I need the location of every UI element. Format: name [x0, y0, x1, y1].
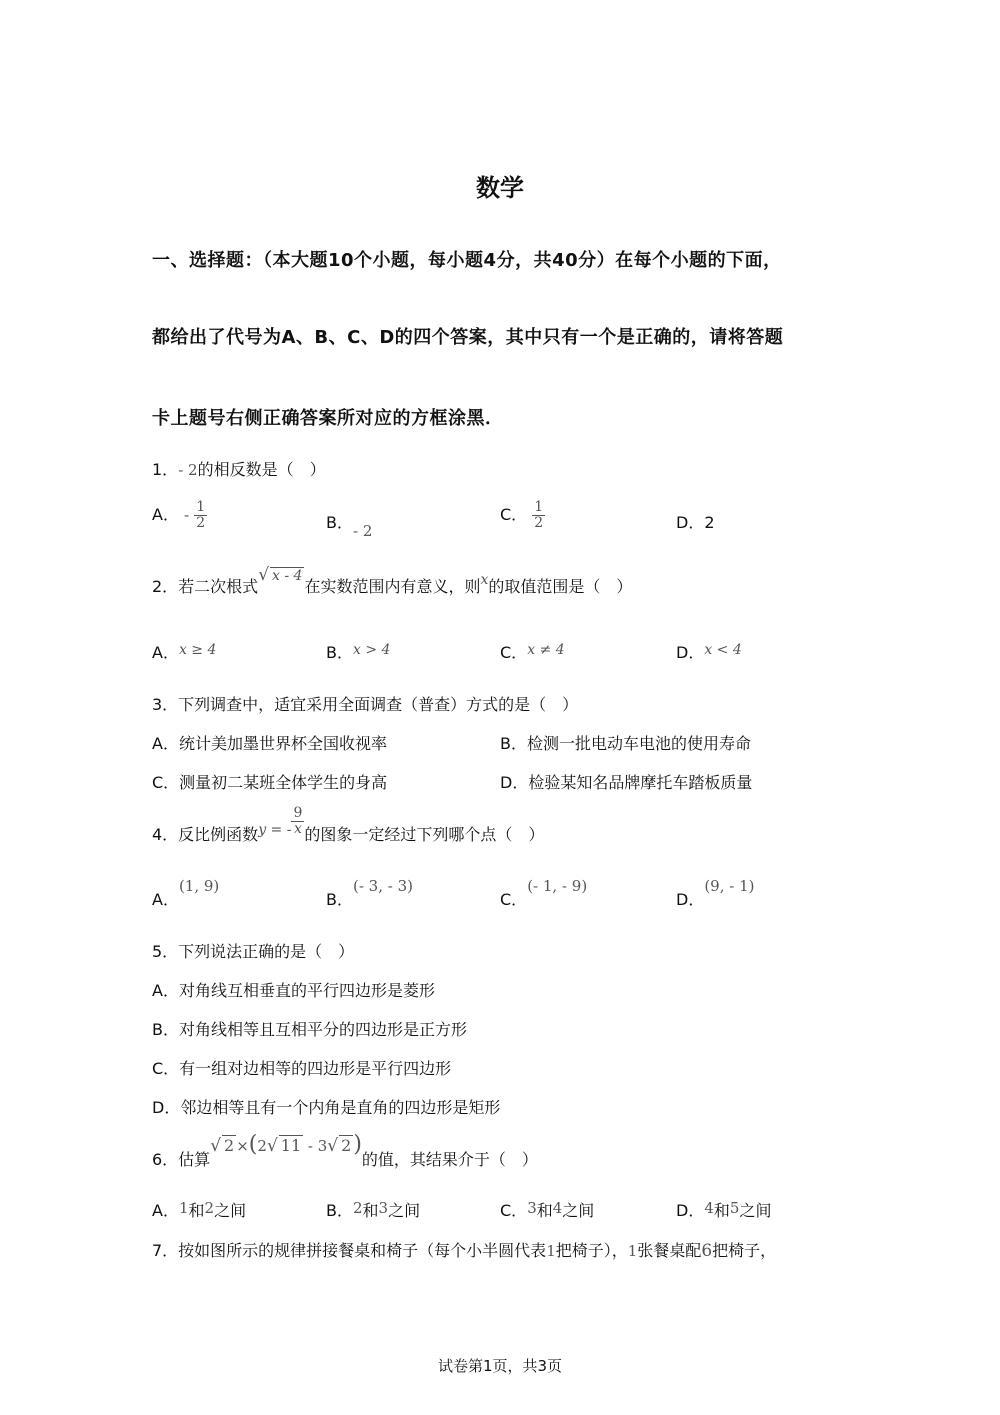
suffix: 之间 — [562, 1201, 595, 1220]
question-7-text: 张餐桌配 — [637, 1241, 702, 1260]
question-6-number: 6．估算 — [152, 1150, 211, 1169]
number: 3 — [527, 1199, 537, 1217]
question-2-option-b[interactable] — [326, 640, 390, 663]
question-4-text-end: 的图象一定经过下列哪个点（ ） — [304, 825, 545, 844]
question-4-option-a[interactable] — [152, 873, 220, 909]
suffix: 之间 — [388, 1201, 421, 1220]
option-label: A． — [152, 890, 179, 909]
question-6-stem — [152, 1132, 538, 1169]
question-5-option-a[interactable]: A．对角线互相垂直的平行四边形是菱形 — [152, 981, 435, 1000]
question-6-option-b[interactable] — [326, 1198, 420, 1221]
option-label: B． — [326, 513, 353, 532]
question-2-text: 在实数范围内有意义，则 — [304, 577, 481, 596]
option-label: D． — [676, 1201, 705, 1220]
fraction-numerator: 1 — [196, 499, 206, 515]
question-4-option-c[interactable] — [500, 873, 588, 909]
question-5-option-d[interactable]: D．邻边相等且有一个内角是直角的四边形是矩形 — [152, 1098, 501, 1117]
question-2-text-end: 的取值范围是（ ） — [488, 577, 633, 596]
option-value: - 2 — [352, 522, 373, 540]
question-7-text: 7．按如图所示的规律拼接餐桌和椅子（每个小半圆代表 — [152, 1241, 547, 1260]
option-label: B． — [326, 890, 353, 909]
question-3-option-c[interactable]: C．测量初二某班全体学生的身高 — [152, 773, 388, 792]
fraction — [532, 500, 545, 531]
question-1-expression: - 2 — [178, 461, 198, 479]
question-6-option-c[interactable] — [500, 1198, 594, 1221]
option-value: x < 4 — [704, 642, 742, 658]
section-instructions-line-2: 都给出了代号为A、B、C、D的四个答案，其中只有一个是正确的，请将答题 — [152, 327, 784, 348]
fraction-denominator: 2 — [534, 515, 544, 531]
number: 2 — [204, 1199, 215, 1217]
number: 6 — [701, 1241, 713, 1261]
question-7-stem — [152, 1238, 776, 1261]
option-label: D． — [676, 890, 705, 909]
section-instructions-line-1: 一、选择题：（本大题10个小题，每小题4分，共40分）在每个小题的下面， — [152, 250, 782, 271]
question-1-option-b[interactable] — [326, 510, 373, 540]
question-1-text: 的相反数是（ ） — [197, 460, 326, 479]
question-3-stem: 3．下列调查中，适宜采用全面调查（普查）方式的是（ ） — [152, 695, 579, 714]
number: 4 — [552, 1199, 563, 1217]
number: 1 — [178, 1199, 189, 1217]
question-1-option-d[interactable]: D．2 — [676, 513, 715, 532]
radicand: 11 — [280, 1136, 302, 1155]
question-5-option-b[interactable]: B．对角线相等且互相平分的四边形是正方形 — [152, 1020, 467, 1039]
option-label: D． — [676, 643, 705, 662]
question-5-stem: 5．下列说法正确的是（ ） — [152, 942, 355, 961]
option-label: C． — [500, 643, 528, 662]
open-paren: ( — [248, 1132, 258, 1157]
radicand: 2 — [224, 1136, 235, 1155]
sqrt-icon: √ — [210, 1136, 222, 1156]
question-3-option-b[interactable]: B．检测一批电动车电池的使用寿命 — [500, 734, 751, 753]
question-4-number: 4．反比例函数 — [152, 825, 259, 844]
question-1-stem — [152, 457, 326, 480]
question-1-number: 1． — [152, 460, 179, 479]
option-label: C． — [500, 505, 528, 524]
suffix: 之间 — [739, 1201, 772, 1220]
section-instructions-line-3: 卡上题号右侧正确答案所对应的方框涂黑． — [152, 408, 504, 429]
option-label: C． — [500, 1201, 528, 1220]
close-paren: ) — [353, 1132, 362, 1157]
fraction-numerator: 1 — [534, 499, 544, 515]
fraction-numerator: 9 — [293, 805, 303, 821]
question-6-option-a[interactable] — [152, 1198, 246, 1221]
option-value: (9, - 1) — [704, 877, 755, 895]
fraction-denominator: 2 — [196, 515, 206, 531]
option-label: B． — [326, 1201, 353, 1220]
question-4-stem — [152, 805, 545, 844]
option-label: C． — [500, 890, 528, 909]
option-value: (- 1, - 9) — [527, 877, 588, 895]
page-title: 数学 — [476, 174, 524, 202]
sqrt-icon: √ — [266, 1136, 278, 1156]
question-6-text-end: 的值，其结果介于（ ） — [361, 1150, 538, 1169]
sqrt-icon: √ — [258, 565, 270, 585]
connector: 和 — [362, 1201, 379, 1220]
question-6-option-d[interactable] — [676, 1198, 771, 1221]
number: 2 — [352, 1199, 363, 1217]
option-value: x ≠ 4 — [527, 642, 565, 658]
question-3-option-a[interactable]: A．统计美加墨世界杯全国收视率 — [152, 734, 387, 753]
fraction — [194, 500, 207, 531]
question-2-option-a[interactable] — [152, 640, 216, 663]
page-footer: 试卷第1页，共3页 — [437, 1357, 563, 1375]
question-2-option-c[interactable] — [500, 640, 565, 663]
fraction-denominator: x — [293, 821, 302, 837]
question-3-option-d[interactable]: D．检验某知名品牌摩托车踏板质量 — [500, 773, 753, 792]
question-1-option-a[interactable] — [152, 500, 207, 531]
question-2-stem — [152, 565, 633, 597]
option-value: (- 3, - 3) — [352, 877, 413, 895]
radicand: 2 — [341, 1136, 352, 1155]
option-label: B． — [326, 643, 353, 662]
minus-sign: - — [184, 506, 190, 524]
question-7-text: 把椅子）， — [555, 1241, 628, 1260]
question-5-option-c[interactable]: C．有一组对边相等的四边形是平行四边形 — [152, 1059, 452, 1078]
variable: x — [480, 572, 489, 588]
question-2-number: 2．若二次根式 — [152, 577, 259, 596]
times-sign: × — [236, 1137, 249, 1155]
connector: 和 — [188, 1201, 205, 1220]
number: 4 — [704, 1199, 714, 1217]
function-lhs: y = - — [258, 822, 292, 838]
question-2-option-d[interactable] — [676, 640, 742, 663]
question-4-option-d[interactable] — [676, 873, 755, 909]
connector: 和 — [713, 1201, 730, 1220]
question-7-text: 把椅子， — [712, 1241, 777, 1260]
radicand: x - 4 — [272, 568, 303, 584]
fraction — [291, 806, 304, 837]
option-value: x ≥ 4 — [178, 642, 217, 658]
suffix: 之间 — [214, 1201, 247, 1220]
option-value: (1, 9) — [178, 877, 220, 895]
option-label: A． — [152, 643, 179, 662]
option-label: A． — [152, 505, 179, 524]
number: 1 — [546, 1242, 556, 1260]
question-4-option-b[interactable] — [326, 873, 413, 909]
option-value: x > 4 — [352, 642, 391, 658]
number: 1 — [627, 1242, 638, 1260]
sqrt-icon: √ — [327, 1136, 339, 1156]
minus-term: - 3 — [303, 1137, 328, 1155]
option-label: A． — [152, 1201, 179, 1220]
question-1-option-c[interactable] — [500, 500, 545, 531]
coefficient: 2 — [257, 1137, 267, 1155]
connector: 和 — [536, 1201, 553, 1220]
number: 3 — [378, 1199, 389, 1217]
number: 5 — [729, 1199, 740, 1217]
